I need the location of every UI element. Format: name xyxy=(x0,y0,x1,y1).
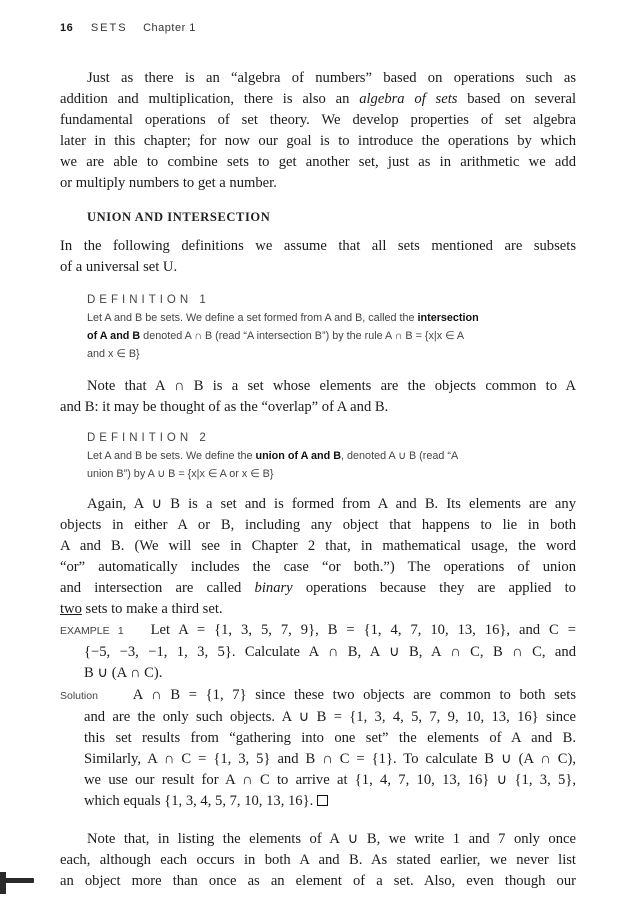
assumption-paragraph xyxy=(60,236,576,278)
text-span: , denoted A ∪ B (read “A xyxy=(341,450,459,462)
text-span: addition and multiplication, there is also an xyxy=(60,91,360,107)
text-line xyxy=(60,599,576,620)
text-line xyxy=(60,89,576,110)
italic-term: binary xyxy=(254,580,293,596)
text-line: fundamental operations of set theory. We develop properties of set algebra xyxy=(60,112,576,128)
text-line: we use our result for A ∩ C to arrive at {1, 4, 7, 10, 13, 16} ∪ {1, 3, 5}, xyxy=(84,772,576,788)
text-span: denoted A ∩ B (read “A intersection B”) by the rule A ∩ B = {x|x ∈ A xyxy=(140,330,465,342)
text-span: A ∩ B = {1, 7} since these two objects are common to both sets xyxy=(132,687,577,703)
bold-term: intersection xyxy=(417,312,479,324)
text-span: Let A and B be sets. We define the xyxy=(87,450,256,462)
text-line: this set results from “gathering into one set” the elements of A and B. xyxy=(84,730,576,746)
text-line: union B”) by A ∪ B = {x|x ∈ A or x ∈ B} xyxy=(87,468,274,480)
page-number: 16 xyxy=(60,22,74,34)
text-line: an object more than once as an element of a set. Also, even though our xyxy=(60,873,576,889)
definition-1 xyxy=(87,294,557,363)
text-line: Similarly, A ∩ C = {1, 3, 5} and B ∩ C = {1}. To calculate B ∪ (A ∩ C), xyxy=(84,751,576,767)
text-line: later in this chapter; for now our goal is to introduce the operations by which xyxy=(60,133,576,149)
text-line: A and B. (We will see in Chapter 2 that, in mathematical usage, the word xyxy=(60,538,576,554)
text-line: each, although each occurs in both A and B. As stated earlier, we never list xyxy=(60,852,576,868)
text-line: In the following definitions we assume that all sets mentioned are subsets xyxy=(60,238,576,254)
definition-heading: DEFINITION 2 xyxy=(87,432,210,444)
definition-2 xyxy=(87,432,557,483)
example-1 xyxy=(60,620,576,684)
solution xyxy=(60,685,576,812)
bold-term: of A and B xyxy=(87,330,141,342)
text-line xyxy=(60,685,576,707)
text-line: of a universal set U. xyxy=(60,259,178,275)
running-chapter-label: Chapter 1 xyxy=(143,22,196,34)
text-line: Just as there is an “algebra of numbers” based on operations such as xyxy=(87,70,576,86)
text-line: “or” automatically includes the case “or both.”) The operations of union xyxy=(60,559,576,575)
text-span: which equals {1, 3, 4, 5, 7, 10, 13, 16}. xyxy=(84,793,314,809)
section-heading: UNION AND INTERSECTION xyxy=(87,210,271,224)
running-section-title: SETS xyxy=(90,22,128,34)
text-span: and intersection are called xyxy=(60,580,255,596)
intro-paragraph xyxy=(60,68,576,194)
text-span: sets to make a third set. xyxy=(81,601,223,617)
definition-heading: DEFINITION 1 xyxy=(87,294,210,306)
text-line: and x ∈ B} xyxy=(87,348,140,360)
text-line xyxy=(87,447,557,465)
text-line xyxy=(60,578,576,599)
definition-body xyxy=(87,447,557,483)
text-line: and are the only such objects. A ∪ B = {1, 3, 4, 5, 7, 9, 10, 13, 16} since xyxy=(84,709,576,725)
note-paragraph xyxy=(60,376,576,418)
italic-term: algebra of sets xyxy=(359,91,458,107)
text-line: and B: it may be thought of as the “overlap” of A and B. xyxy=(60,399,389,415)
text-line: objects in either A or B, including any object that happens to lie in both xyxy=(60,517,576,533)
underlined-word: two xyxy=(60,601,82,617)
union-explanation-paragraph xyxy=(60,494,576,620)
example-label: EXAMPLE 1 xyxy=(60,625,124,637)
closing-paragraph xyxy=(60,829,576,892)
text-span: operations because they are applied to xyxy=(292,580,576,596)
text-line xyxy=(87,309,557,327)
text-line: Note that A ∩ B is a set whose elements are the objects common to A xyxy=(87,378,576,394)
text-line: Again, A ∪ B is a set and is formed from A and B. Its elements are any xyxy=(87,496,576,512)
running-header xyxy=(60,22,196,34)
text-line: we are able to combine sets to get another set, just as in arithmetic we add xyxy=(60,154,576,170)
text-line: B ∪ (A ∩ C). xyxy=(84,665,163,681)
text-line xyxy=(60,620,576,642)
text-line: or multiply numbers to get a number. xyxy=(60,175,277,191)
solution-label: Solution xyxy=(60,690,98,702)
bold-term: union of A and B xyxy=(255,450,342,462)
text-line xyxy=(60,791,576,812)
text-line xyxy=(87,327,557,345)
text-span: based on several xyxy=(457,91,576,107)
scan-binding-edge xyxy=(0,872,6,894)
text-line: Note that, in listing the elements of A ∪ B, we write 1 and 7 only once xyxy=(87,831,576,847)
text-span: Let A = {1, 3, 5, 7, 9}, B = {1, 4, 7, 10, 13, 16}, and C = xyxy=(150,622,576,638)
definition-body xyxy=(87,309,557,363)
text-line: {−5, −3, −1, 1, 3, 5}. Calculate A ∩ B, A ∪ B, A ∩ C, B ∩ C, and xyxy=(84,644,576,660)
text-span: Let A and B be sets. We define a set formed from A and B, called the xyxy=(87,312,418,324)
qed-square-icon xyxy=(317,795,328,806)
